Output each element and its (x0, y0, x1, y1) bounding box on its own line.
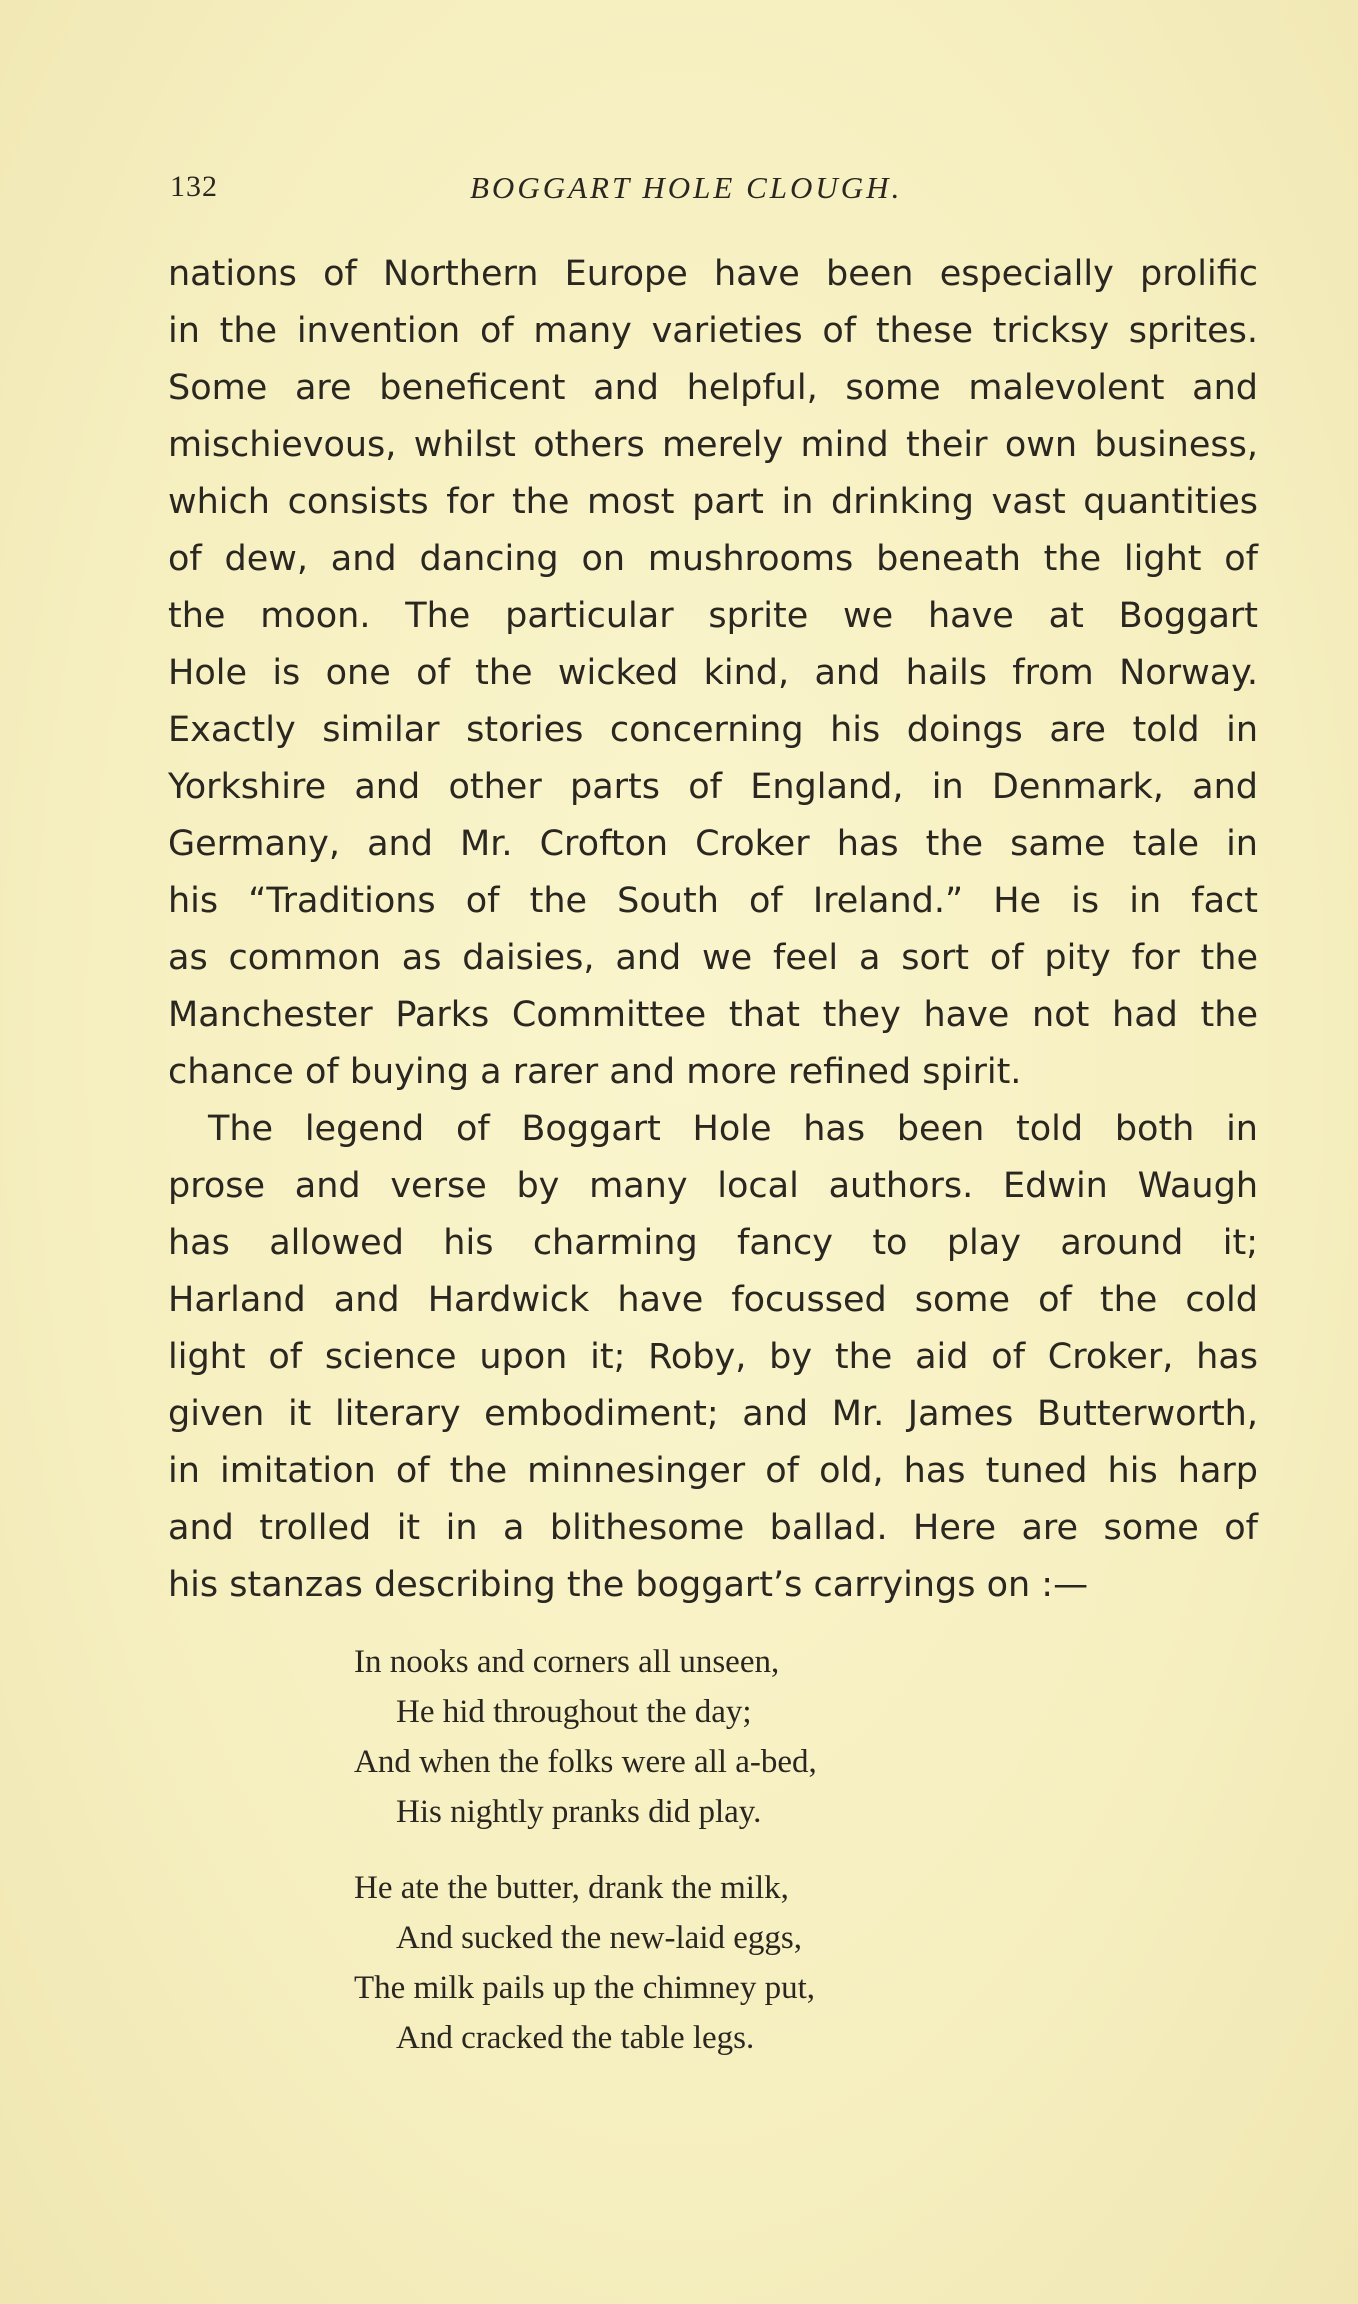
text-line: Harland and Hardwick have focussed some of the cold (168, 1280, 1258, 1320)
paragraph-1 (168, 246, 1258, 1101)
verse-line: He hid throughout the day; (396, 1694, 752, 1730)
text-line: Germany, and Mr. Crofton Croker has the same tale in (168, 824, 1258, 864)
text-line: the moon. The particular sprite we have at Boggart (168, 596, 1258, 636)
verse-line: And sucked the new-laid eggs, (396, 1920, 802, 1956)
text-line: Yorkshire and other parts of England, in Denmark, and (168, 767, 1258, 807)
text-line: his stanzas describing the boggart’s carryings on :— (168, 1565, 1089, 1605)
text-line: as common as daisies, and we feel a sort of pity for the (168, 938, 1258, 978)
text-line: given it literary embodiment; and Mr. James Butterworth, (168, 1394, 1258, 1434)
verse-line: And when the folks were all a-bed, (354, 1744, 817, 1780)
verse-line: The milk pails up the chimney put, (354, 1970, 816, 2006)
running-head: BOGGART HOLE CLOUGH. (470, 170, 903, 205)
page-header (170, 170, 1270, 214)
verse-stanza-2 (354, 1863, 1154, 2063)
verse-line: In nooks and corners all unseen, (354, 1644, 780, 1680)
text-line: Exactly similar stories concerning his doings are told in (168, 710, 1258, 750)
verse-line: He ate the butter, drank the milk, (354, 1870, 789, 1906)
text-line: mischievous, whilst others merely mind their own business, (168, 425, 1258, 465)
body-text (168, 246, 1258, 1614)
text-line: his “Traditions of the South of Ireland.” He is in fact (168, 881, 1258, 921)
verse-line: And cracked the table legs. (396, 2020, 755, 2056)
text-line: has allowed his charming fancy to play around it; (168, 1223, 1258, 1263)
text-line: in the invention of many varieties of these tricksy sprites. (168, 311, 1258, 351)
text-line: light of science upon it; Roby, by the aid of Croker, has (168, 1337, 1258, 1377)
text-line: chance of buying a rarer and more refined spirit. (168, 1052, 1022, 1092)
verse-stanza-1 (354, 1637, 1154, 1837)
text-line: which consists for the most part in drinking vast quantities (168, 482, 1258, 522)
text-line: and trolled it in a blithesome ballad. Here are some of (168, 1508, 1258, 1548)
text-line: The legend of Boggart Hole has been told both in (208, 1109, 1258, 1149)
text-line: of dew, and dancing on mushrooms beneath the light of (168, 539, 1258, 579)
text-line: prose and verse by many local authors. Edwin Waugh (168, 1166, 1258, 1206)
text-line: Hole is one of the wicked kind, and hails from Norway. (168, 653, 1258, 693)
text-line: nations of Northern Europe have been especially prolific (168, 254, 1258, 294)
text-line: Some are beneficent and helpful, some malevolent and (168, 368, 1258, 408)
verse-line: His nightly pranks did play. (396, 1794, 762, 1830)
page-number: 132 (170, 170, 218, 203)
paragraph-2 (168, 1101, 1258, 1614)
text-line: in imitation of the minnesinger of old, has tuned his harp (168, 1451, 1258, 1491)
text-line: Manchester Parks Committee that they have not had the (168, 995, 1258, 1035)
